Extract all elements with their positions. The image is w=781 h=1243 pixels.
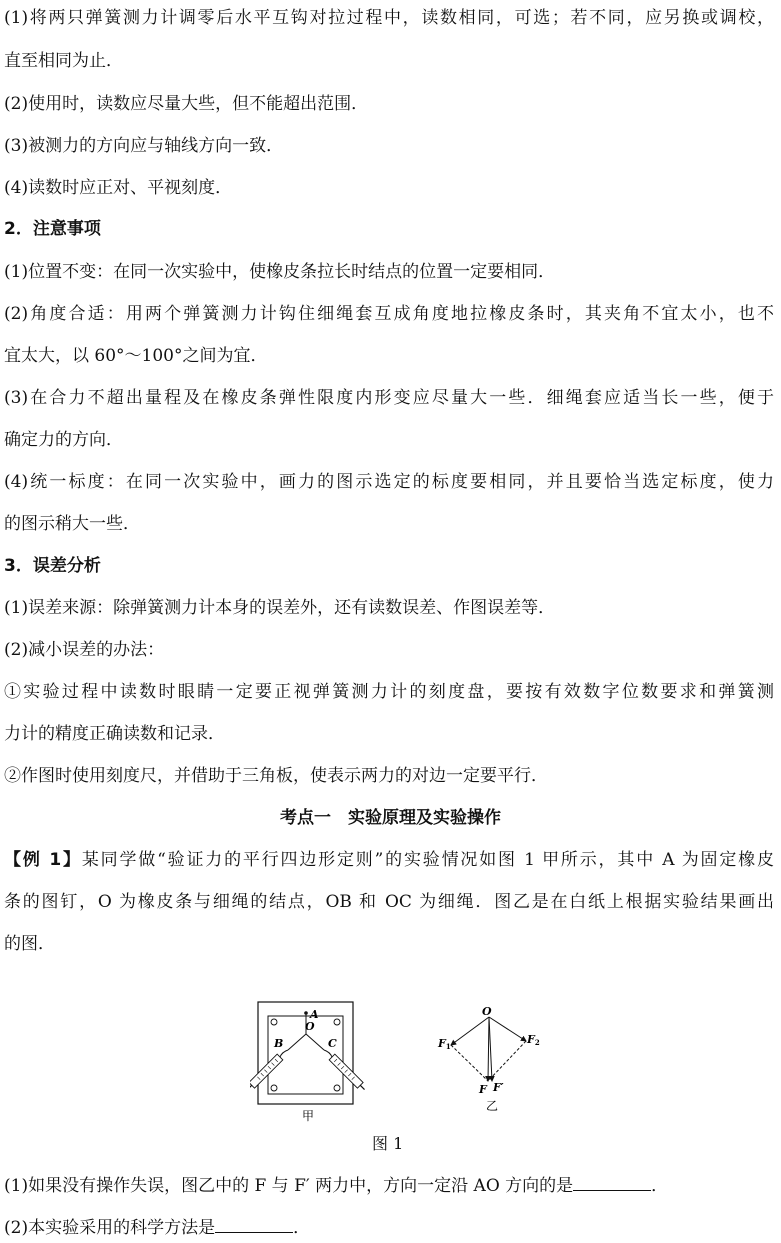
question-line <box>4 1214 774 1240</box>
text-line: (1)将两只弹簧测力计调零后水平互钩对拉过程中，读数相同，可选；若不同，应另换或调校， <box>4 8 774 28</box>
figure-jia <box>250 1000 370 1125</box>
text-line: 的图示稍大一些． <box>4 514 140 534</box>
text-line: (2)使用时，读数应尽量大些，但不能超出范围． <box>4 94 369 114</box>
answer-blank[interactable] <box>573 1172 651 1191</box>
example-tag: 【例 1】 <box>4 850 82 870</box>
label-a: A <box>310 1008 319 1021</box>
text-line: 确定力的方向． <box>4 430 123 450</box>
question-end: ． <box>293 1218 311 1238</box>
question-text: (2)本实验采用的科学方法是 <box>4 1218 216 1238</box>
label-b: B <box>274 1037 284 1050</box>
text-line: (1)误差来源：除弹簧测力计本身的误差外，还有读数误差、作图误差等． <box>4 598 556 618</box>
question-end: ． <box>651 1176 669 1196</box>
example-line <box>4 848 774 872</box>
text-line: (2)减小误差的办法： <box>4 640 165 660</box>
section-heading: 2．注意事项 <box>4 219 101 239</box>
text-line: (3)被测力的方向应与轴线方向一致． <box>4 136 284 156</box>
label-yi: 乙 <box>486 1099 499 1113</box>
text-line: 直至相同为止． <box>4 51 123 71</box>
text-line: 宜太大，以 60°～100°之间为宜． <box>4 346 268 366</box>
text-line: (3)在合力不超出量程及在橡皮条弹性限度内形变应尽量大一些．细绳套应适当长一些，便于 <box>4 388 774 408</box>
text-line: 力计的精度正确读数和记录． <box>4 724 225 744</box>
text-line: ①实验过程中读数时眼睛一定要正视弹簧测力计的刻度盘，要按有效数字位数要求和弹簧测 <box>4 682 774 702</box>
question-text: (1)如果没有操作失误，图乙中的 F 与 F′ 两力中，方向一定沿 AO 方向的是 <box>4 1176 574 1196</box>
label-o: O <box>482 1005 492 1018</box>
text-line: (4)读数时应正对、平视刻度． <box>4 178 233 198</box>
label-f-prime: F′ <box>493 1081 504 1094</box>
example-text: 某同学做“验证力的平行四边形定则”的实验情况如图 1 甲所示，其中 A 为固定橡皮 <box>81 850 775 870</box>
section-title: 考点一 实验原理及实验操作 <box>280 808 501 828</box>
answer-blank[interactable] <box>215 1214 293 1233</box>
label-f: F <box>479 1083 487 1096</box>
text-line: (1)位置不变：在同一次实验中，使橡皮条拉长时结点的位置一定要相同． <box>4 262 556 282</box>
text-line: ②作图时使用刻度尺，并借助于三角板，使表示两力的对边一定要平行． <box>4 766 548 786</box>
example-line: 条的图钉，O 为橡皮条与细绳的结点，OB 和 OC 为细绳．图乙是在白纸上根据实验结果画出 <box>4 892 774 912</box>
text-line: (4)统一标度：在同一次实验中，画力的图示选定的标度要相同，并且要恰当选定标度，使力 <box>4 472 774 492</box>
label-f2: F2 <box>527 1033 540 1047</box>
label-f1: F1 <box>438 1037 451 1051</box>
question-line <box>4 1172 774 1198</box>
label-c: C <box>328 1037 337 1050</box>
example-line: 的图． <box>4 934 55 954</box>
figure-caption: 图 1 <box>372 1134 404 1153</box>
label-o: O <box>305 1020 315 1033</box>
label-jia: 甲 <box>302 1109 315 1123</box>
section-heading: 3．误差分析 <box>4 556 101 576</box>
text-line: (2)角度合适：用两个弹簧测力计钩住细绳套互成角度地拉橡皮条时，其夹角不宜太小，也不 <box>4 304 774 324</box>
figure-yi <box>436 1005 556 1125</box>
